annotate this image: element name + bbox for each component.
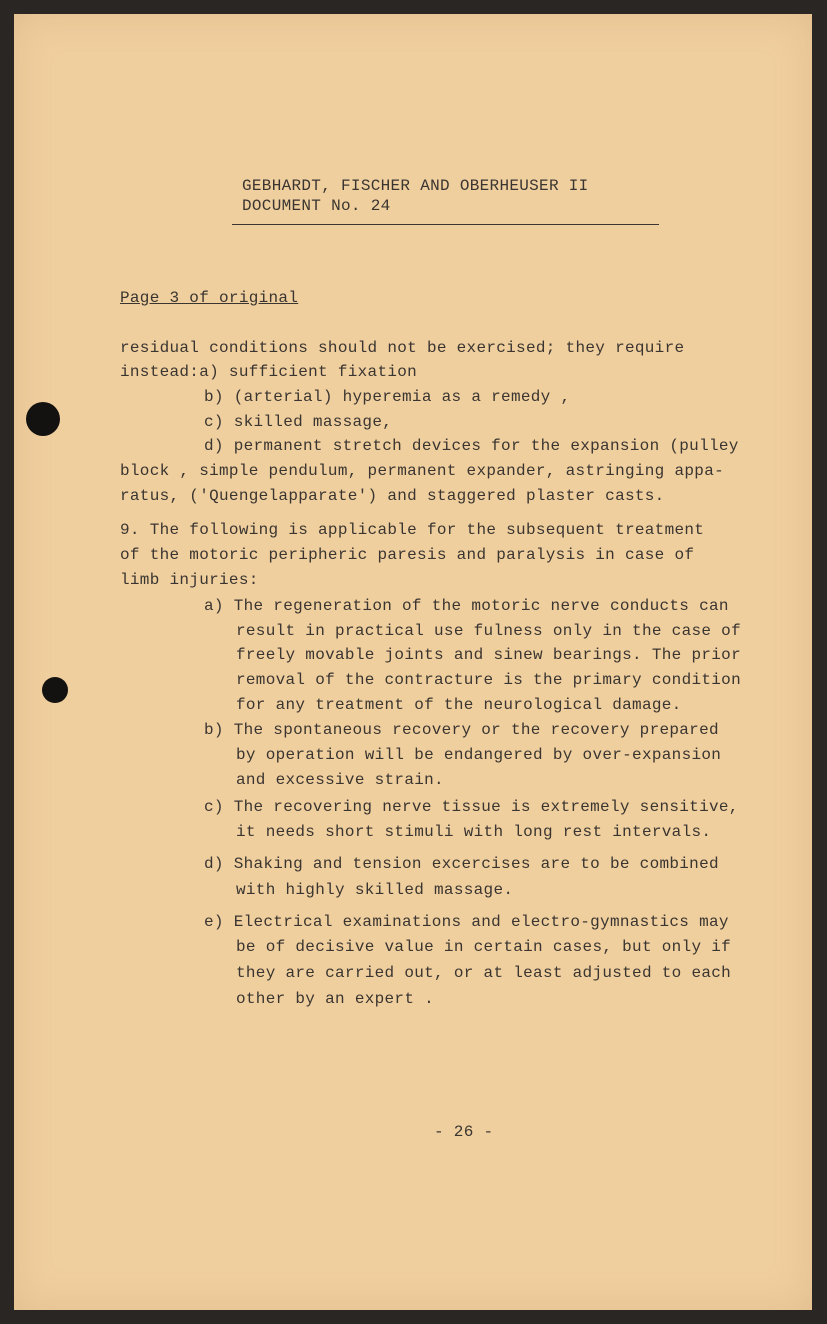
page-number: - 26 - bbox=[434, 1123, 494, 1141]
punch-hole-bottom bbox=[42, 677, 68, 703]
section-9-line-3: limb injuries: bbox=[120, 571, 259, 589]
item-8-d-line-1: d) permanent stretch devices for the expansion (pulley bbox=[204, 437, 739, 455]
item-9-b-line-1: b) The spontaneous recovery or the recovery prepared bbox=[204, 721, 719, 739]
item-9-b-line-2: by operation will be endangered by over-expansion bbox=[236, 746, 722, 764]
document-page bbox=[14, 14, 812, 1310]
item-9-e-line-4: other by an expert . bbox=[236, 990, 435, 1008]
item-9-a-line-1: a) The regeneration of the motoric nerve conducts can bbox=[204, 597, 729, 615]
item-9-c-line-2: it needs short stimuli with long rest intervals. bbox=[236, 823, 712, 841]
item-9-e-line-1: e) Electrical examinations and electro-gymnastics may bbox=[204, 913, 729, 931]
item-9-b-line-3: and excessive strain. bbox=[236, 771, 444, 789]
item-9-a-line-3: freely movable joints and sinew bearings. The prior bbox=[236, 646, 741, 664]
item-9-c-line-1: c) The recovering nerve tissue is extremely sensitive, bbox=[204, 798, 739, 816]
item-8-c: c) skilled massage, bbox=[204, 413, 393, 431]
intro-line-2: instead:a) sufficient fixation bbox=[120, 363, 418, 381]
header-line-2: DOCUMENT No. 24 bbox=[242, 197, 391, 215]
header-line-1: GEBHARDT, FISCHER AND OBERHEUSER II bbox=[242, 177, 589, 195]
intro-line-1: residual conditions should not be exercised; they require bbox=[120, 339, 685, 357]
item-8-d-line-3: ratus, ('Quengelapparate') and staggered plaster casts. bbox=[120, 487, 665, 505]
section-9-line-1: 9. The following is applicable for the subsequent treatment bbox=[120, 521, 705, 539]
item-9-d-line-1: d) Shaking and tension excercises are to be combined bbox=[204, 855, 719, 873]
page-reference: Page 3 of original bbox=[120, 289, 299, 307]
item-9-a-line-2: result in practical use fulness only in the case of bbox=[236, 622, 741, 640]
item-9-e-line-2: be of decisive value in certain cases, but only if bbox=[236, 938, 732, 956]
punch-hole-top bbox=[26, 402, 60, 436]
section-9-line-2: of the motoric peripheric paresis and paralysis in case of bbox=[120, 546, 695, 564]
item-9-e-line-3: they are carried out, or at least adjusted to each bbox=[236, 964, 732, 982]
item-9-a-line-5: for any treatment of the neurological damage. bbox=[236, 696, 682, 714]
header-rule bbox=[232, 224, 659, 225]
item-9-a-line-4: removal of the contracture is the primary condition bbox=[236, 671, 741, 689]
item-9-d-line-2: with highly skilled massage. bbox=[236, 881, 514, 899]
item-8-b: b) (arterial) hyperemia as a remedy , bbox=[204, 388, 571, 406]
item-8-d-line-2: block , simple pendulum, permanent expander, astringing appa- bbox=[120, 462, 724, 480]
